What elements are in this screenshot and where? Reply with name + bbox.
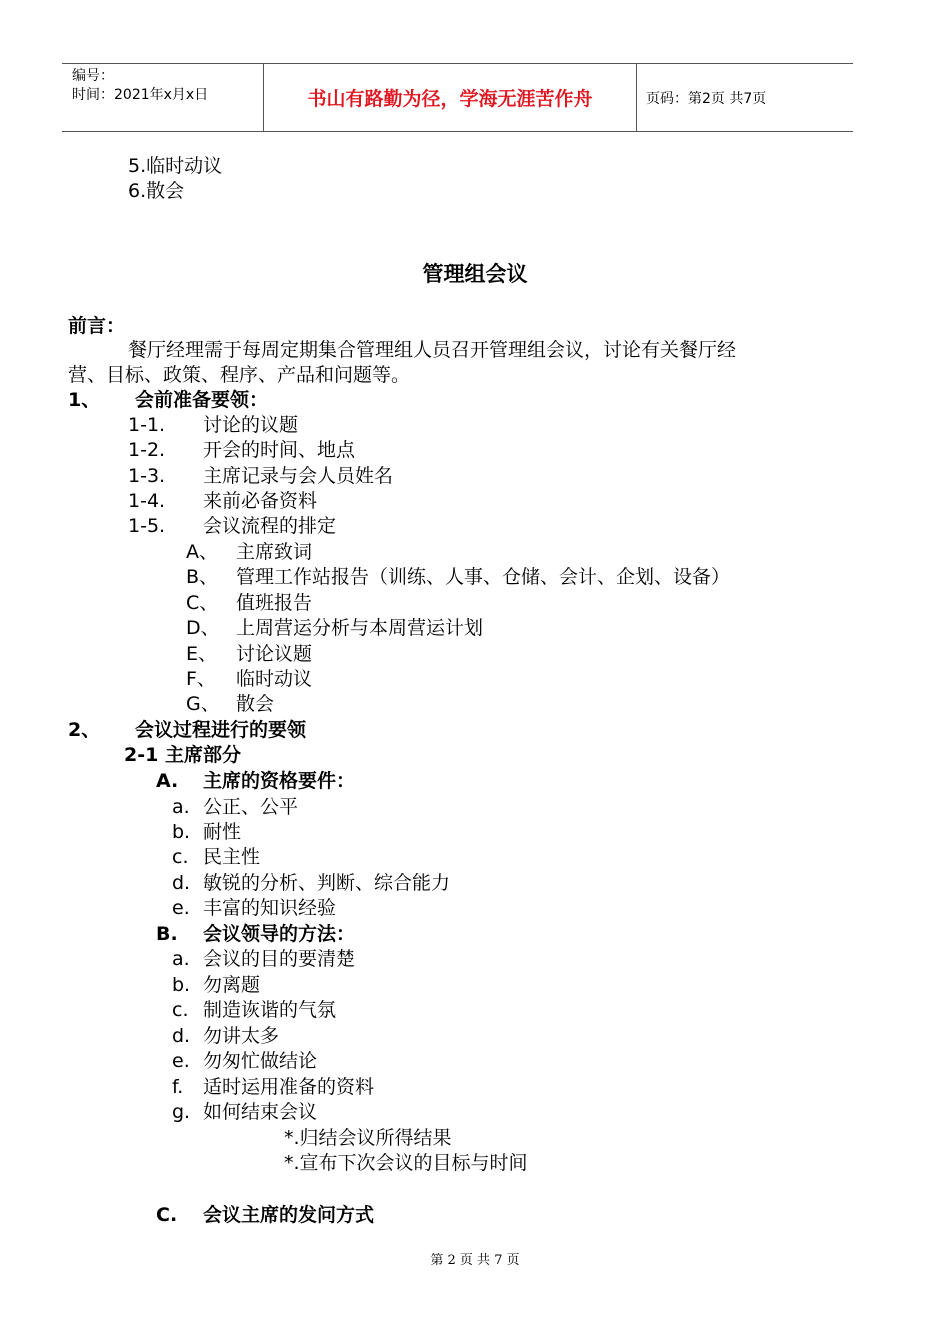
note-item: *.归结会议所得结果 — [284, 1127, 452, 1149]
header-time: 时间：2021年x月x日 — [72, 87, 209, 103]
list-item-text: 制造诙谐的气氛 — [203, 999, 337, 1021]
flow-item-text: 管理工作站报告（训练、人事、仓储、会计、企划、设备） — [236, 566, 731, 588]
flow-item-letter: D、 — [186, 617, 220, 639]
group-letter: C. — [156, 1204, 178, 1226]
group-title: 主席的资格要件： — [203, 770, 356, 792]
preface-text: 营、目标、政策、程序、产品和问题等。 — [68, 364, 411, 386]
top-item: 5.临时动议 — [128, 155, 223, 177]
list-item-text: 勿讲太多 — [203, 1025, 280, 1047]
note-item: *.宣布下次会议的目标与时间 — [284, 1152, 528, 1174]
flow-item-text: 主席致词 — [236, 541, 313, 563]
section-number: 2、 — [68, 719, 101, 741]
prep-item-text: 开会的时间、地点 — [203, 439, 356, 461]
list-item-text: 如何结束会议 — [203, 1101, 318, 1123]
group-title: 会议领导的方法： — [203, 923, 356, 945]
header-motto: 书山有路勤为径，学海无涯苦作舟 — [307, 88, 593, 110]
preface-text: 餐厅经理需于每周定期集合管理组人员召开管理组会议，讨论有关餐厅经 — [128, 339, 737, 361]
flow-item-letter: F、 — [186, 668, 216, 690]
list-item-letter: b. — [172, 821, 191, 843]
list-item-text: 敏锐的分析、判断、综合能力 — [203, 872, 451, 894]
flow-item-letter: A、 — [186, 541, 218, 563]
flow-item-text: 值班报告 — [236, 592, 313, 614]
list-item-text: 民主性 — [203, 846, 261, 868]
top-item: 6.散会 — [128, 180, 185, 202]
section-number: 1、 — [68, 389, 101, 411]
flow-item-letter: B、 — [186, 566, 219, 588]
subsection-title: 2-1 主席部分 — [124, 744, 241, 766]
list-item-letter: a. — [172, 796, 190, 818]
list-item-letter: a. — [172, 948, 190, 970]
list-item-letter: e. — [172, 1050, 190, 1072]
flow-item-letter: G、 — [186, 693, 220, 715]
section-title: 会议过程进行的要领 — [135, 719, 307, 741]
list-item-letter: e. — [172, 897, 190, 919]
list-item-text: 公正、公平 — [203, 796, 299, 818]
prep-item-number: 1-1. — [128, 414, 166, 436]
list-item-text: 丰富的知识经验 — [203, 897, 337, 919]
prep-item-text: 会议流程的排定 — [203, 515, 337, 537]
flow-item-text: 上周营运分析与本周营运计划 — [236, 617, 484, 639]
flow-item-letter: E、 — [186, 643, 218, 665]
flow-item-text: 散会 — [236, 693, 275, 715]
list-item-letter: d. — [172, 872, 191, 894]
list-item-letter: c. — [172, 846, 189, 868]
prep-item-number: 1-4. — [128, 490, 166, 512]
prep-item-text: 主席记录与会人员姓名 — [203, 465, 394, 487]
list-item-letter: b. — [172, 974, 191, 996]
page-header — [62, 63, 853, 132]
prep-item-number: 1-5. — [128, 515, 166, 537]
group-title: 会议主席的发问方式 — [203, 1204, 375, 1226]
page-footer: 第 2 页 共 7 页 — [430, 1253, 520, 1268]
list-item-text: 适时运用准备的资料 — [203, 1076, 375, 1098]
header-serial: 编号： — [72, 68, 114, 84]
list-item-text: 会议的目的要清楚 — [203, 948, 356, 970]
prep-item-text: 讨论的议题 — [203, 414, 299, 436]
list-item-letter: d. — [172, 1025, 191, 1047]
header-page-number: 页码：第2页 共7页 — [646, 90, 767, 107]
section-title: 会前准备要领： — [135, 389, 269, 411]
prep-item-text: 来前必备资料 — [203, 490, 318, 512]
document-title: 管理组会议 — [422, 262, 528, 286]
list-item-letter: c. — [172, 999, 189, 1021]
list-item-letter: g. — [172, 1101, 191, 1123]
header-meta — [72, 67, 208, 105]
prep-item-number: 1-2. — [128, 439, 166, 461]
group-letter: B. — [156, 923, 178, 945]
group-letter: A. — [156, 770, 179, 792]
flow-item-text: 临时动议 — [236, 668, 313, 690]
flow-item-text: 讨论议题 — [236, 643, 313, 665]
list-item-letter: f. — [172, 1076, 184, 1098]
prep-item-number: 1-3. — [128, 465, 166, 487]
list-item-text: 勿离题 — [203, 974, 261, 996]
preface-label: 前言： — [68, 315, 126, 337]
list-item-text: 耐性 — [203, 821, 242, 843]
header-divider — [636, 64, 637, 131]
flow-item-letter: C、 — [186, 592, 219, 614]
list-item-text: 勿匆忙做结论 — [203, 1050, 318, 1072]
